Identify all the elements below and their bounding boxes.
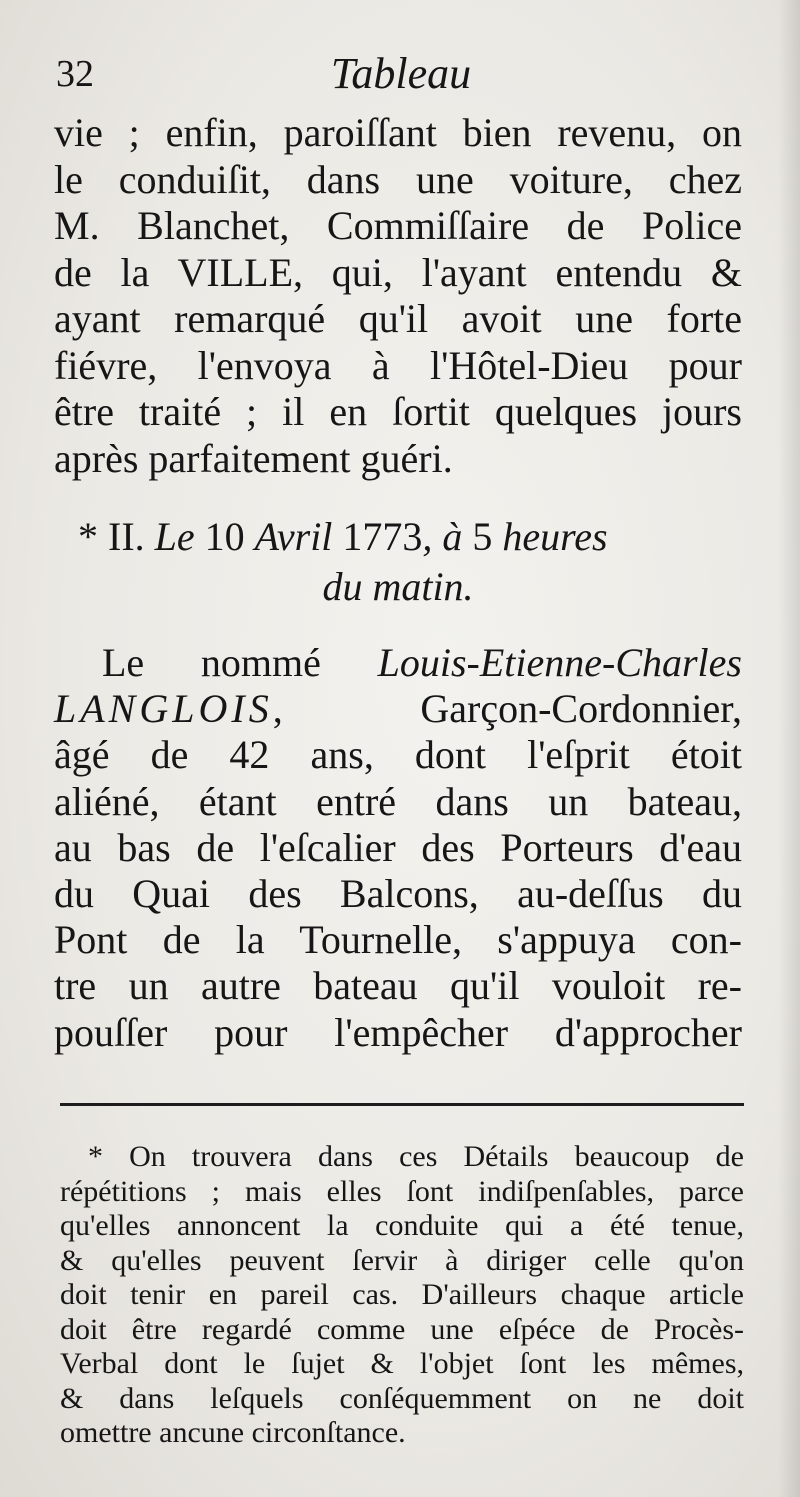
text-line: être traité ; il en ſortit quelques jours <box>54 389 742 434</box>
text-line: au bas de l'eſcalier des Porteurs d'eau <box>54 824 742 870</box>
article-time-line-1: heures <box>502 514 608 559</box>
footnote-line: * On trouvera dans ces Détails beaucoup de <box>88 1140 744 1173</box>
running-title: Tableau <box>330 49 472 98</box>
article-heading <box>54 512 742 612</box>
footnote-line: doit être regardé comme une eſpéce de Procès- <box>60 1312 744 1346</box>
text-line: après parfaitement guéri. <box>54 435 453 481</box>
article-year: 1773 <box>342 514 423 559</box>
footnote-divider <box>60 1103 744 1106</box>
text-line: le conduiſit, dans une voiture, chez <box>54 156 742 202</box>
page-number: 32 <box>56 53 94 95</box>
text-line: de la VILLE, qui, l'ayant entendu & <box>54 249 742 295</box>
paragraph-continued <box>54 110 742 482</box>
article-day: 10 <box>204 514 245 559</box>
article-heading-line-2: du matin. <box>322 564 474 609</box>
text-line: M. Blanchet, Commiſſaire de Police <box>54 203 742 248</box>
footnote-line: doit tenir en pareil cas. D'ailleurs chaque article <box>60 1278 744 1311</box>
footnote-line: & qu'elles peuvent ſervir à diriger celle qu'on <box>60 1243 744 1277</box>
text-line: tre un autre bateau qu'il vouloit re- <box>54 963 742 1009</box>
person-given-names: Louis-Etienne-Charles <box>377 640 742 685</box>
text-line: aliéné, étant entré dans un bateau, <box>54 778 742 824</box>
person-surname: LANGLOIS <box>54 686 273 732</box>
article-time-prefix: , à <box>422 514 463 559</box>
article-date-prefix: Le <box>154 514 195 559</box>
text-line: vie ; enfin, paroiſſant bien revenu, on <box>54 110 742 155</box>
article-marker: * II. <box>78 514 145 559</box>
footnote-line: omettre ancune circonſtance. <box>60 1416 406 1449</box>
text-span: , Garçon-Cordonnier, <box>272 686 742 732</box>
text-span: Le nommé <box>102 640 321 685</box>
footnote-line: qu'elles annoncent la conduite qui a été tenue, <box>60 1209 744 1242</box>
text-line: Pont de la Tournelle, s'appuya con- <box>54 917 742 963</box>
text-line <box>54 640 742 686</box>
page-header <box>56 44 746 104</box>
text-line: âgé de 42 ans, dont l'eſprit étoit <box>54 732 742 778</box>
paragraph-langlois <box>54 640 742 1056</box>
footnote-line: & dans leſquels conſéquemment on ne doit <box>60 1381 744 1415</box>
page-binding-shadow <box>778 0 800 1497</box>
text-line: du Quai des Balcons, au-deſſus du <box>54 871 742 917</box>
text-line: pouſſer pour l'empêcher d'approcher <box>54 1009 742 1055</box>
footnote-line: Verbal dont le ſujet & l'objet ſont les mêmes, <box>60 1347 744 1380</box>
article-month: Avril <box>254 514 333 559</box>
footnote <box>60 1140 744 1451</box>
footnote-line: répétitions ; mais elles ſont indiſpenſables, parce <box>60 1174 744 1208</box>
article-heading-line-1 <box>54 512 742 562</box>
text-line: ayant remarqué qu'il avoit une forte <box>54 296 742 341</box>
text-line: fiévre, l'envoya à l'Hôtel-Dieu pour <box>54 342 742 388</box>
article-hour: 5 <box>472 514 493 559</box>
text-line <box>54 686 742 732</box>
